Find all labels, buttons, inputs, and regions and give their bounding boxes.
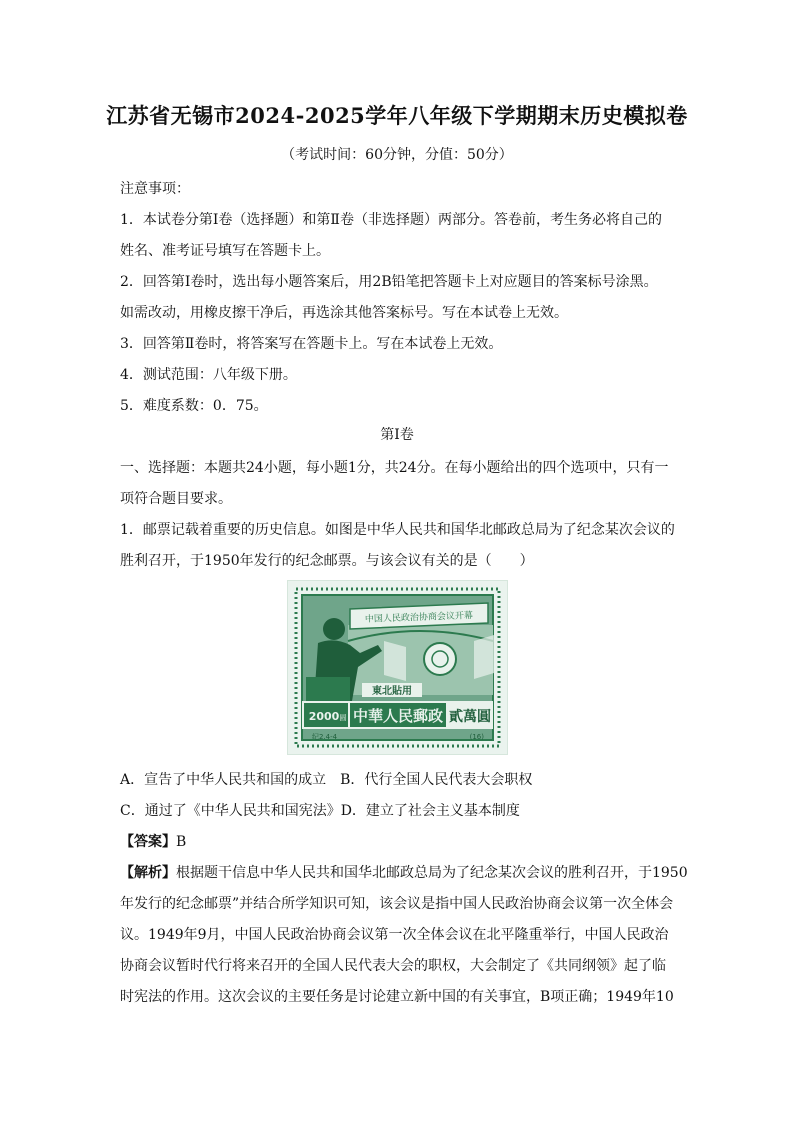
note-line: 3．回答第Ⅱ卷时，将答案写在答题卡上。写在本试卷上无效。 (120, 336, 503, 352)
note-line: 姓名、准考证号填写在答题卡上。 (120, 243, 330, 259)
notes-heading: 注意事项： (120, 181, 190, 197)
stamp-value-right: 貳萬圓 (449, 709, 491, 725)
analysis-line: 议。1949年9月，中国人民政治协商会议第一次全体会议在北平隆重举行，中国人民政治 (120, 927, 669, 943)
analysis-line (120, 862, 688, 882)
exam-info: （考试时间：60分钟，分值：50分） (281, 147, 513, 163)
answer-value: B (176, 834, 187, 850)
option-line: A．宣告了中华人民共和国的成立 B．代行全国人民代表大会职权 (120, 772, 533, 788)
answer-line (120, 831, 676, 851)
stamp-post-text: 中華人民郵政 (352, 707, 444, 725)
note-line: 2．回答第Ⅰ卷时，选出每小题答案后，用2B铅笔把答题卡上对应题目的答案标号涂黑。 (120, 274, 658, 290)
commemorative-stamp-image (287, 580, 508, 755)
analysis-text: 根据题干信息中华人民共和国华北邮政总局为了纪念某次会议的胜利召开，于1950 (176, 865, 688, 881)
stamp-tag-text: 東北貼用 (372, 686, 412, 697)
question-stem-line: 1．邮票记载着重要的历史信息。如图是中华人民共和国华北邮政总局为了纪念某次会议的 (120, 522, 675, 538)
note-line: 1．本试卷分第Ⅰ卷（选择题）和第Ⅱ卷（非选择题）两部分。答卷前，考生务必将自己的 (120, 212, 662, 228)
option-line: C．通过了《中华人民共和国宪法》D．建立了社会主义基本制度 (120, 803, 520, 819)
section-intro-line: 一、选择题：本题共24小题，每小题1分，共24分。在每小题给出的四个选项中，只有一 (120, 460, 669, 476)
stamp-value-left: 2000 (308, 710, 340, 723)
stamp-value-left-unit: 圆 (339, 714, 347, 722)
analysis-line: 协商会议暂时代行将来召开的全国人民代表大会的职权，大会制定了《共同纲领》起了临 (120, 958, 666, 974)
stamp-code-right: (16) (469, 733, 484, 741)
page-title: 江苏省无锡市2024-2025学年八年级下学期期末历史模拟卷 (106, 103, 688, 128)
analysis-label: 【解析】 (120, 865, 176, 881)
section-title: 第Ⅰ卷 (380, 427, 414, 443)
note-line: 5．难度系数：0．75。 (120, 398, 268, 414)
question-stem-line: 胜利召开，于1950年发行的纪念邮票。与该会议有关的是（ ） (120, 553, 534, 569)
note-line: 4．测试范围：八年级下册。 (120, 367, 297, 383)
analysis-line: 时宪法的作用。这次会议的主要任务是讨论建立新中国的有关事宜，B项正确；1949年10 (120, 989, 674, 1005)
stamp-code-left: 纪2.4-4 (312, 733, 338, 741)
section-intro-line: 项符合题目要求。 (120, 491, 232, 507)
note-line: 如需改动，用橡皮擦干净后，再选涂其他答案标号。写在本试卷上无效。 (120, 305, 568, 321)
stamp-banner-text: 中国人民政治协商会议开幕 (364, 611, 474, 625)
answer-label: 【答案】 (120, 834, 176, 850)
analysis-line: 年发行的纪念邮票”并结合所学知识可知，该会议是指中国人民政治协商会议第一次全体会 (120, 896, 674, 912)
